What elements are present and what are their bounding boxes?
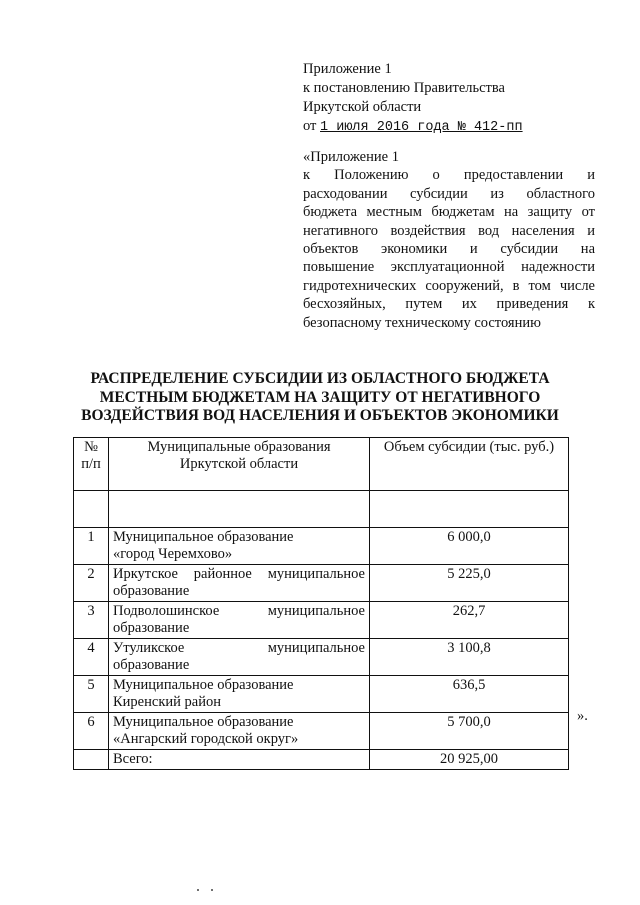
header-municipality	[109, 438, 370, 491]
regulation-line: бюджета местным бюджетам на защиту от	[303, 204, 595, 221]
municipality-line-a: Подволошинское муниципальное	[113, 603, 365, 619]
table-row	[74, 639, 569, 676]
row-number: 3	[74, 602, 109, 639]
municipality-line-b: «Ангарский городской округ»	[113, 731, 299, 747]
municipality-line-b: образование	[113, 583, 190, 599]
table-row	[74, 713, 569, 750]
appendix-line-3: Иркутской области	[303, 99, 422, 115]
spacer-cell	[109, 491, 370, 528]
municipality-line-b: Киренский район	[113, 694, 221, 710]
regulation-line: повышение эксплуатационной надежности	[303, 259, 595, 276]
municipality-line-b: образование	[113, 657, 190, 673]
appendix-line-2: к постановлению Правительства	[303, 80, 505, 96]
title-line-3: ВОЗДЕЙСТВИЯ ВОД НАСЕЛЕНИЯ И ОБЪЕКТОВ ЭКОНОМИКИ	[81, 407, 559, 424]
total-number-cell	[74, 750, 109, 770]
municipality-line-a: Утуликское муниципальное	[113, 640, 365, 656]
total-label: Всего:	[109, 750, 370, 770]
header-municipality-line-1: Муниципальные образования	[147, 439, 331, 455]
regulation-line: к Положению о предоставлении и	[303, 167, 595, 184]
header-subsidy-volume: Объем субсидии (тыс. руб.)	[370, 438, 569, 491]
row-number: 6	[74, 713, 109, 750]
table-row	[74, 528, 569, 565]
municipality-line-a: Иркутское районное муниципальное	[113, 566, 365, 582]
title-line-1: РАСПРЕДЕЛЕНИЕ СУБСИДИИ ИЗ ОБЛАСТНОГО БЮДЖЕТА	[90, 370, 550, 387]
row-municipality	[109, 639, 370, 676]
appendix-line-1: Приложение 1	[303, 61, 392, 77]
row-municipality	[109, 676, 370, 713]
row-number: 2	[74, 565, 109, 602]
row-subsidy: 5 700,0	[370, 713, 569, 750]
table-row	[74, 676, 569, 713]
subsidy-table	[73, 437, 569, 770]
municipality-line-b: образование	[113, 620, 190, 636]
regulation-reference	[303, 148, 595, 332]
date-prefix: от	[303, 118, 317, 134]
row-number: 1	[74, 528, 109, 565]
table-total-row	[74, 750, 569, 770]
header-municipality-line-2: Иркутской области	[179, 456, 299, 472]
scan-speck	[211, 889, 213, 891]
title-line-2: МЕСТНЫМ БЮДЖЕТАМ НА ЗАЩИТУ ОТ НЕГАТИВНОГО	[99, 388, 541, 406]
regulation-line: негативного воздействия вод населения и	[303, 222, 595, 239]
scan-speck	[197, 889, 199, 891]
header-number	[74, 438, 109, 491]
table-row	[74, 565, 569, 602]
table-row	[74, 602, 569, 639]
row-subsidy: 3 100,8	[370, 639, 569, 676]
document-title	[70, 370, 570, 426]
row-municipality	[109, 713, 370, 750]
regulation-line: гидротехнических сооружений, в том числе	[303, 277, 595, 294]
spacer-cell	[370, 491, 569, 528]
appendix-header	[303, 60, 603, 137]
spacer-cell	[74, 491, 109, 528]
row-municipality	[109, 528, 370, 565]
row-subsidy: 6 000,0	[370, 528, 569, 565]
closing-quote: ».	[577, 708, 588, 724]
row-subsidy: 262,7	[370, 602, 569, 639]
table-header-row	[74, 438, 569, 491]
municipality-line-b: «город Черемхово»	[113, 546, 233, 562]
row-number: 4	[74, 639, 109, 676]
regulation-line: расходовании субсидии из областного	[303, 185, 595, 202]
regulation-line: объектов экономики и субсидии на	[303, 241, 595, 258]
regulation-line: безопасному техническому состоянию	[303, 314, 541, 331]
row-number: 5	[74, 676, 109, 713]
header-number-abbr: п/п	[81, 456, 101, 472]
municipality-line-a: Муниципальное образование	[113, 714, 294, 730]
row-municipality	[109, 602, 370, 639]
appendix-date-line	[303, 117, 603, 137]
total-value: 20 925,00	[370, 750, 569, 770]
row-subsidy: 5 225,0	[370, 565, 569, 602]
table-spacer-row	[74, 491, 569, 528]
row-municipality	[109, 565, 370, 602]
header-number-symbol: №	[84, 439, 98, 455]
municipality-line-a: Муниципальное образование	[113, 677, 294, 693]
regulation-line: «Приложение 1	[303, 149, 399, 165]
date-value: 1 июля 2016 года № 412-пп	[320, 120, 523, 135]
row-subsidy: 636,5	[370, 676, 569, 713]
regulation-line: бесхозяйных, путем их приведения к	[303, 296, 595, 313]
municipality-line-a: Муниципальное образование	[113, 529, 294, 545]
